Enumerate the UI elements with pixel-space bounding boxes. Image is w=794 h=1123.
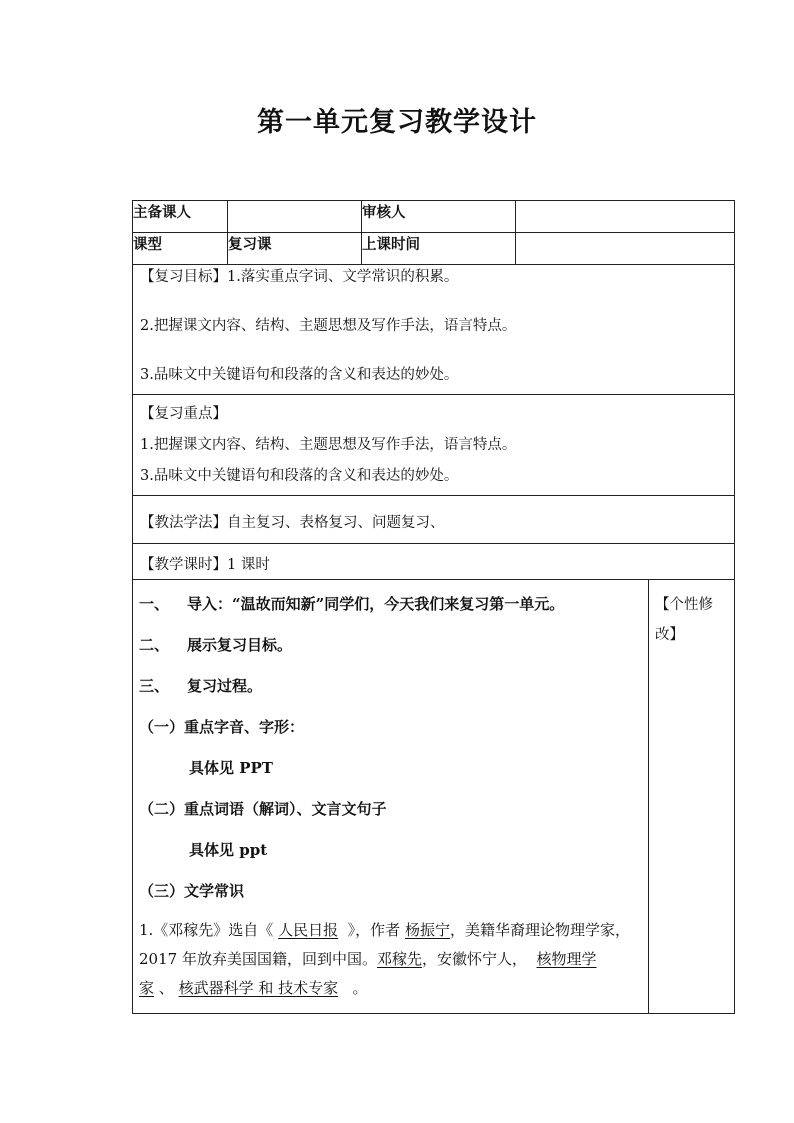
- goals-cell: [133, 265, 735, 395]
- goal-item: 2.把握课文内容、结构、主题思想及写作手法，语言特点。: [140, 318, 517, 334]
- sub-literature: （三）文学常识: [139, 882, 245, 900]
- type-value: 复习课: [228, 233, 362, 265]
- literature-paragraph: 1.《邓稼先》选自《 人民日报 》，作者 杨振宁，美籍华裔理论物理学家，2017 年放弃美国国籍，回到中国。邓稼先，安徽怀宁人， 核物理学家 、 核武器科学 和 技术专家 。: [139, 921, 630, 997]
- key-point-item: 【复习重点】: [140, 406, 227, 422]
- hours-row: [133, 544, 735, 580]
- preparer-value: [228, 201, 362, 233]
- reviewer-value: [516, 201, 735, 233]
- hours-cell: 【教学课时】1 课时: [133, 544, 735, 580]
- key-point-item: 3.品味文中关键语句和段落的含义和表达的妙处。: [140, 468, 459, 484]
- lesson-plan-table: [132, 200, 735, 1014]
- step-review: 三、 复习过程。: [139, 677, 263, 695]
- side-note-cell: 【个性修改】: [649, 580, 735, 1014]
- key-point-item: 1.把握课文内容、结构、主题思想及写作手法，语言特点。: [140, 437, 517, 453]
- blank-field1: 核物理学家: [139, 950, 597, 997]
- methods-row: [133, 496, 735, 544]
- sub-vocabulary-detail: 具体见 ppt: [189, 841, 268, 859]
- goal-item: 【复习目标】1.落实重点字词、文学常识的积累。: [140, 269, 459, 285]
- preparer-label: 主备课人: [133, 201, 228, 233]
- key-points-cell: [133, 395, 735, 496]
- time-value: [516, 233, 735, 265]
- key-points-row: [133, 395, 735, 496]
- blank-person: 邓稼先: [376, 950, 422, 968]
- goals-row: [133, 265, 735, 395]
- methods-cell: 【教法学法】自主复习、表格复习、问题复习、: [133, 496, 735, 544]
- time-label: 上课时间: [362, 233, 516, 265]
- header-row-preparer: [133, 201, 735, 233]
- process-cell: [133, 580, 649, 1014]
- step-intro: 一、 导入：“温故而知新”同学们，今天我们来复习第一单元。: [139, 595, 565, 613]
- header-row-type: [133, 233, 735, 265]
- sub-vocabulary: （二）重点词语（解词）、文言文句子: [139, 800, 387, 818]
- sub-pronunciation: （一）重点字音、字形：: [139, 718, 305, 736]
- blank-field2: 核武器科学 和 技术专家: [178, 979, 339, 997]
- blank-source: 人民日报: [278, 921, 339, 939]
- type-label: 课型: [133, 233, 228, 265]
- reviewer-label: 审核人: [362, 201, 516, 233]
- blank-author: 杨振宁: [404, 921, 450, 939]
- goal-item: 3.品味文中关键语句和段落的含义和表达的妙处。: [140, 367, 459, 383]
- sub-pronunciation-detail: 具体见 PPT: [189, 759, 273, 777]
- process-row: [133, 580, 735, 1014]
- page-title: 第一单元复习教学设计: [257, 107, 537, 138]
- step-goals: 二、 展示复习目标。: [139, 636, 293, 654]
